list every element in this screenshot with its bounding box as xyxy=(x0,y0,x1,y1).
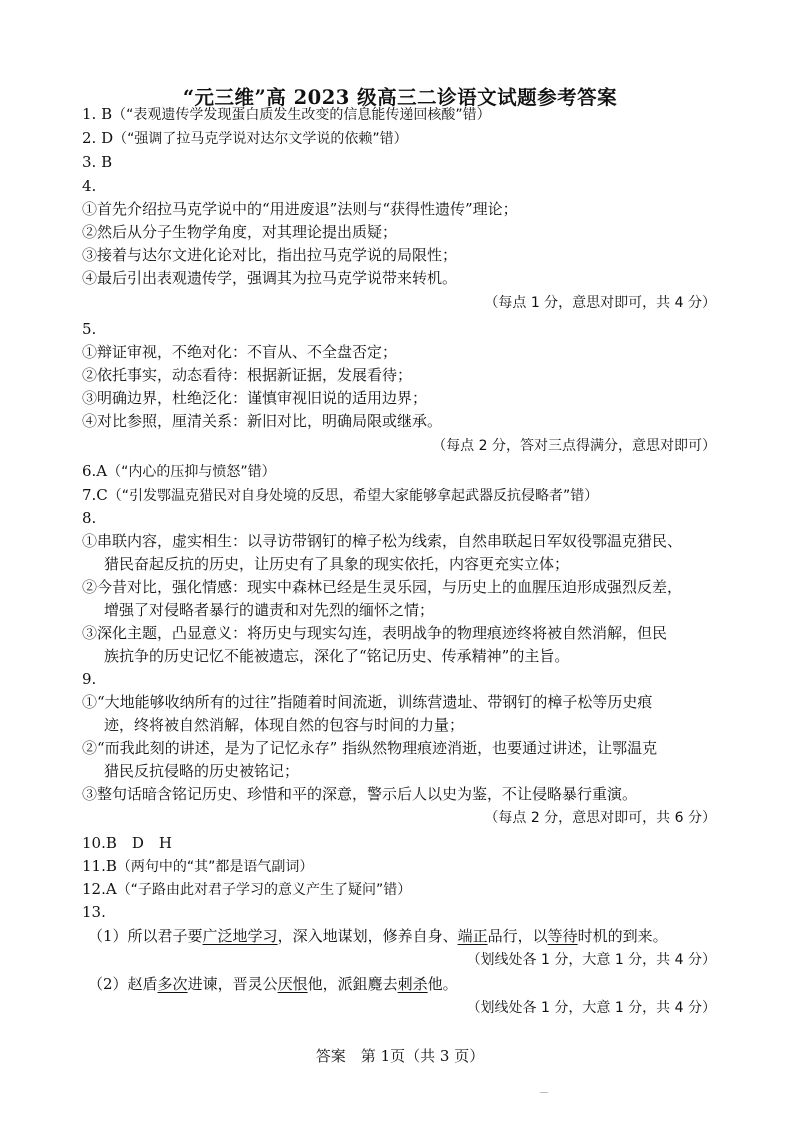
answer-5-scoring: （每点 2 分，答对三点得满分，意思对即可） xyxy=(432,438,716,454)
answer-8-line: 增强了对侵略者暴行的谴责和对先烈的缅怀之情； xyxy=(104,601,435,619)
answer-4-point: ②然后从分子生物学角度，对其理论提出质疑； xyxy=(82,223,398,241)
answer-11-note: （两句中的“其”都是语气副词） xyxy=(116,859,314,875)
scoring-point: 刺杀 xyxy=(397,975,428,993)
answer-7-note: （“引发鄂温克猎民对自身处境的反思，希望大家能够拿起武器反抗侵略者”错） xyxy=(107,488,599,504)
scoring-point: 厌恨 xyxy=(277,975,308,993)
answer-9-line: 猎民反抗侵略的历史被铭记； xyxy=(104,762,300,780)
scan-mark xyxy=(540,1092,548,1093)
answer-5-number: 5. xyxy=(82,320,97,338)
answer-1-number: 1. B xyxy=(82,105,113,123)
answer-10: 10.B D H xyxy=(82,834,172,852)
answer-13-translation-2 xyxy=(88,974,458,994)
scoring-point: 端正 xyxy=(457,927,488,945)
answer-4-point: ③接着与达尔文进化论对比，指出拉马克学说的局限性； xyxy=(82,246,458,264)
answer-2-number: 2. D xyxy=(82,129,114,147)
answer-4-point: ④最后引出表观遗传学，强调其为拉马克学说带来转机。 xyxy=(82,269,458,287)
answer-1-note: （“表观遗传学发现蛋白质发生改变的信息能传递回核酸”错） xyxy=(112,107,491,123)
answer-9-scoring: （每点 2 分，意思对即可，共 6 分） xyxy=(484,810,716,826)
answer-13-1-scoring: （划线处各 1 分，大意 1 分，共 4 分） xyxy=(466,952,716,968)
answer-12-note: （“子路由此对君子学习的意义产生了疑问”错） xyxy=(116,882,412,898)
answer-5-point: ③明确边界，杜绝泛化：谨慎审视旧说的适用边界； xyxy=(82,389,428,407)
answer-13-translation-1 xyxy=(88,926,668,946)
answer-13-number: 13. xyxy=(82,903,106,921)
answer-2-note: （“强调了拉马克学说对达尔文学说的依赖”错） xyxy=(113,131,408,147)
answer-8-line: 族抗争的历史记忆不能被遗忘，深化了“铭记历史、传承精神”的主旨。 xyxy=(104,647,570,665)
answer-3: 3. B xyxy=(82,153,113,171)
answer-11-number: 11.B xyxy=(82,857,117,875)
answer-4-scoring: （每点 1 分，意思对即可，共 4 分） xyxy=(484,295,716,311)
answer-9-line: ③整句话暗含铭记历史、珍惜和平的深意，警示后人以史为鉴，不让侵略暴行重演。 xyxy=(82,785,638,803)
answer-13-2-scoring: （划线处各 1 分，大意 1 分，共 4 分） xyxy=(466,1000,716,1016)
page-title: “元三维”高 2023 级高三二诊语文试题参考答案 xyxy=(182,86,618,109)
translation-text: 进谏，晋灵公 xyxy=(187,975,278,993)
answer-9-line: ②“而我此刻的讲述，是为了记忆永存” 指纵然物理痕迹消逝，也要通过讲述，让鄂温克 xyxy=(82,739,658,757)
answer-12 xyxy=(82,879,411,900)
answer-6-note: （“内心的压抑与愤怒”错） xyxy=(107,464,276,480)
translation-1-label: （1）所以君子要 xyxy=(88,927,203,945)
answer-7-number: 7.C xyxy=(82,486,108,504)
answer-9-line: 迹，终将被自然消解，体现自然的包容与时间的力量； xyxy=(104,716,465,734)
answer-9-line: ①“大地能够收纳所有的过往”指随着时间流逝，训练营遗址、带钢钉的樟子松等历史痕 xyxy=(82,693,653,711)
answer-2 xyxy=(82,128,408,149)
translation-text: 品行，以 xyxy=(487,927,548,945)
scoring-point: 广泛地学习 xyxy=(202,927,278,945)
answer-8-line: 猎民奋起反抗的历史，让历史有了具象的现实依托，内容更充实立体； xyxy=(104,555,570,573)
translation-text: 他，派鉏麑去 xyxy=(307,975,398,993)
translation-2-label: （2）赵盾 xyxy=(88,975,158,993)
answer-12-number: 12.A xyxy=(82,880,117,898)
answer-11 xyxy=(82,856,313,877)
translation-text: 他。 xyxy=(427,975,458,993)
answer-4-number: 4. xyxy=(82,177,97,195)
answer-1 xyxy=(82,104,491,125)
answer-8-number: 8. xyxy=(82,509,97,527)
answer-5-point: ②依托事实，动态看待：根据新证据，发展看待； xyxy=(82,366,413,384)
answer-6 xyxy=(82,461,276,482)
answer-8-line: ①串联内容，虚实相生：以寻访带钢钉的樟子松为线索，自然串联起日军奴役鄂温克猎民、 xyxy=(82,532,683,550)
answer-8-line: ②今昔对比，强化情感：现实中森林已经是生灵乐园，与历史上的血腥压迫形成强烈反差， xyxy=(82,578,683,596)
answer-6-number: 6.A xyxy=(82,462,108,480)
answer-5-point: ④对比参照，厘清关系：新旧对比，明确局限或继承。 xyxy=(82,412,443,430)
answer-4-point: ①首先介绍拉马克学说中的“用进废退”法则与“获得性遗传”理论； xyxy=(82,200,518,218)
scoring-point: 多次 xyxy=(157,975,188,993)
translation-text: ，深入地谋划，修养自身、 xyxy=(277,927,458,945)
answer-9-number: 9. xyxy=(82,670,97,688)
answer-7 xyxy=(82,485,598,506)
page-footer: 答案 第 1页（共 3 页） xyxy=(315,1047,485,1065)
answer-8-line: ③深化主题，凸显意义：将历史与现实勾连，表明战争的物理痕迹终将被自然消解，但民 xyxy=(82,624,668,642)
scoring-point: 等待 xyxy=(547,927,578,945)
answer-5-point: ①辩证审视，不绝对化：不盲从、不全盘否定； xyxy=(82,343,398,361)
translation-text: 时机的到来。 xyxy=(577,927,668,945)
